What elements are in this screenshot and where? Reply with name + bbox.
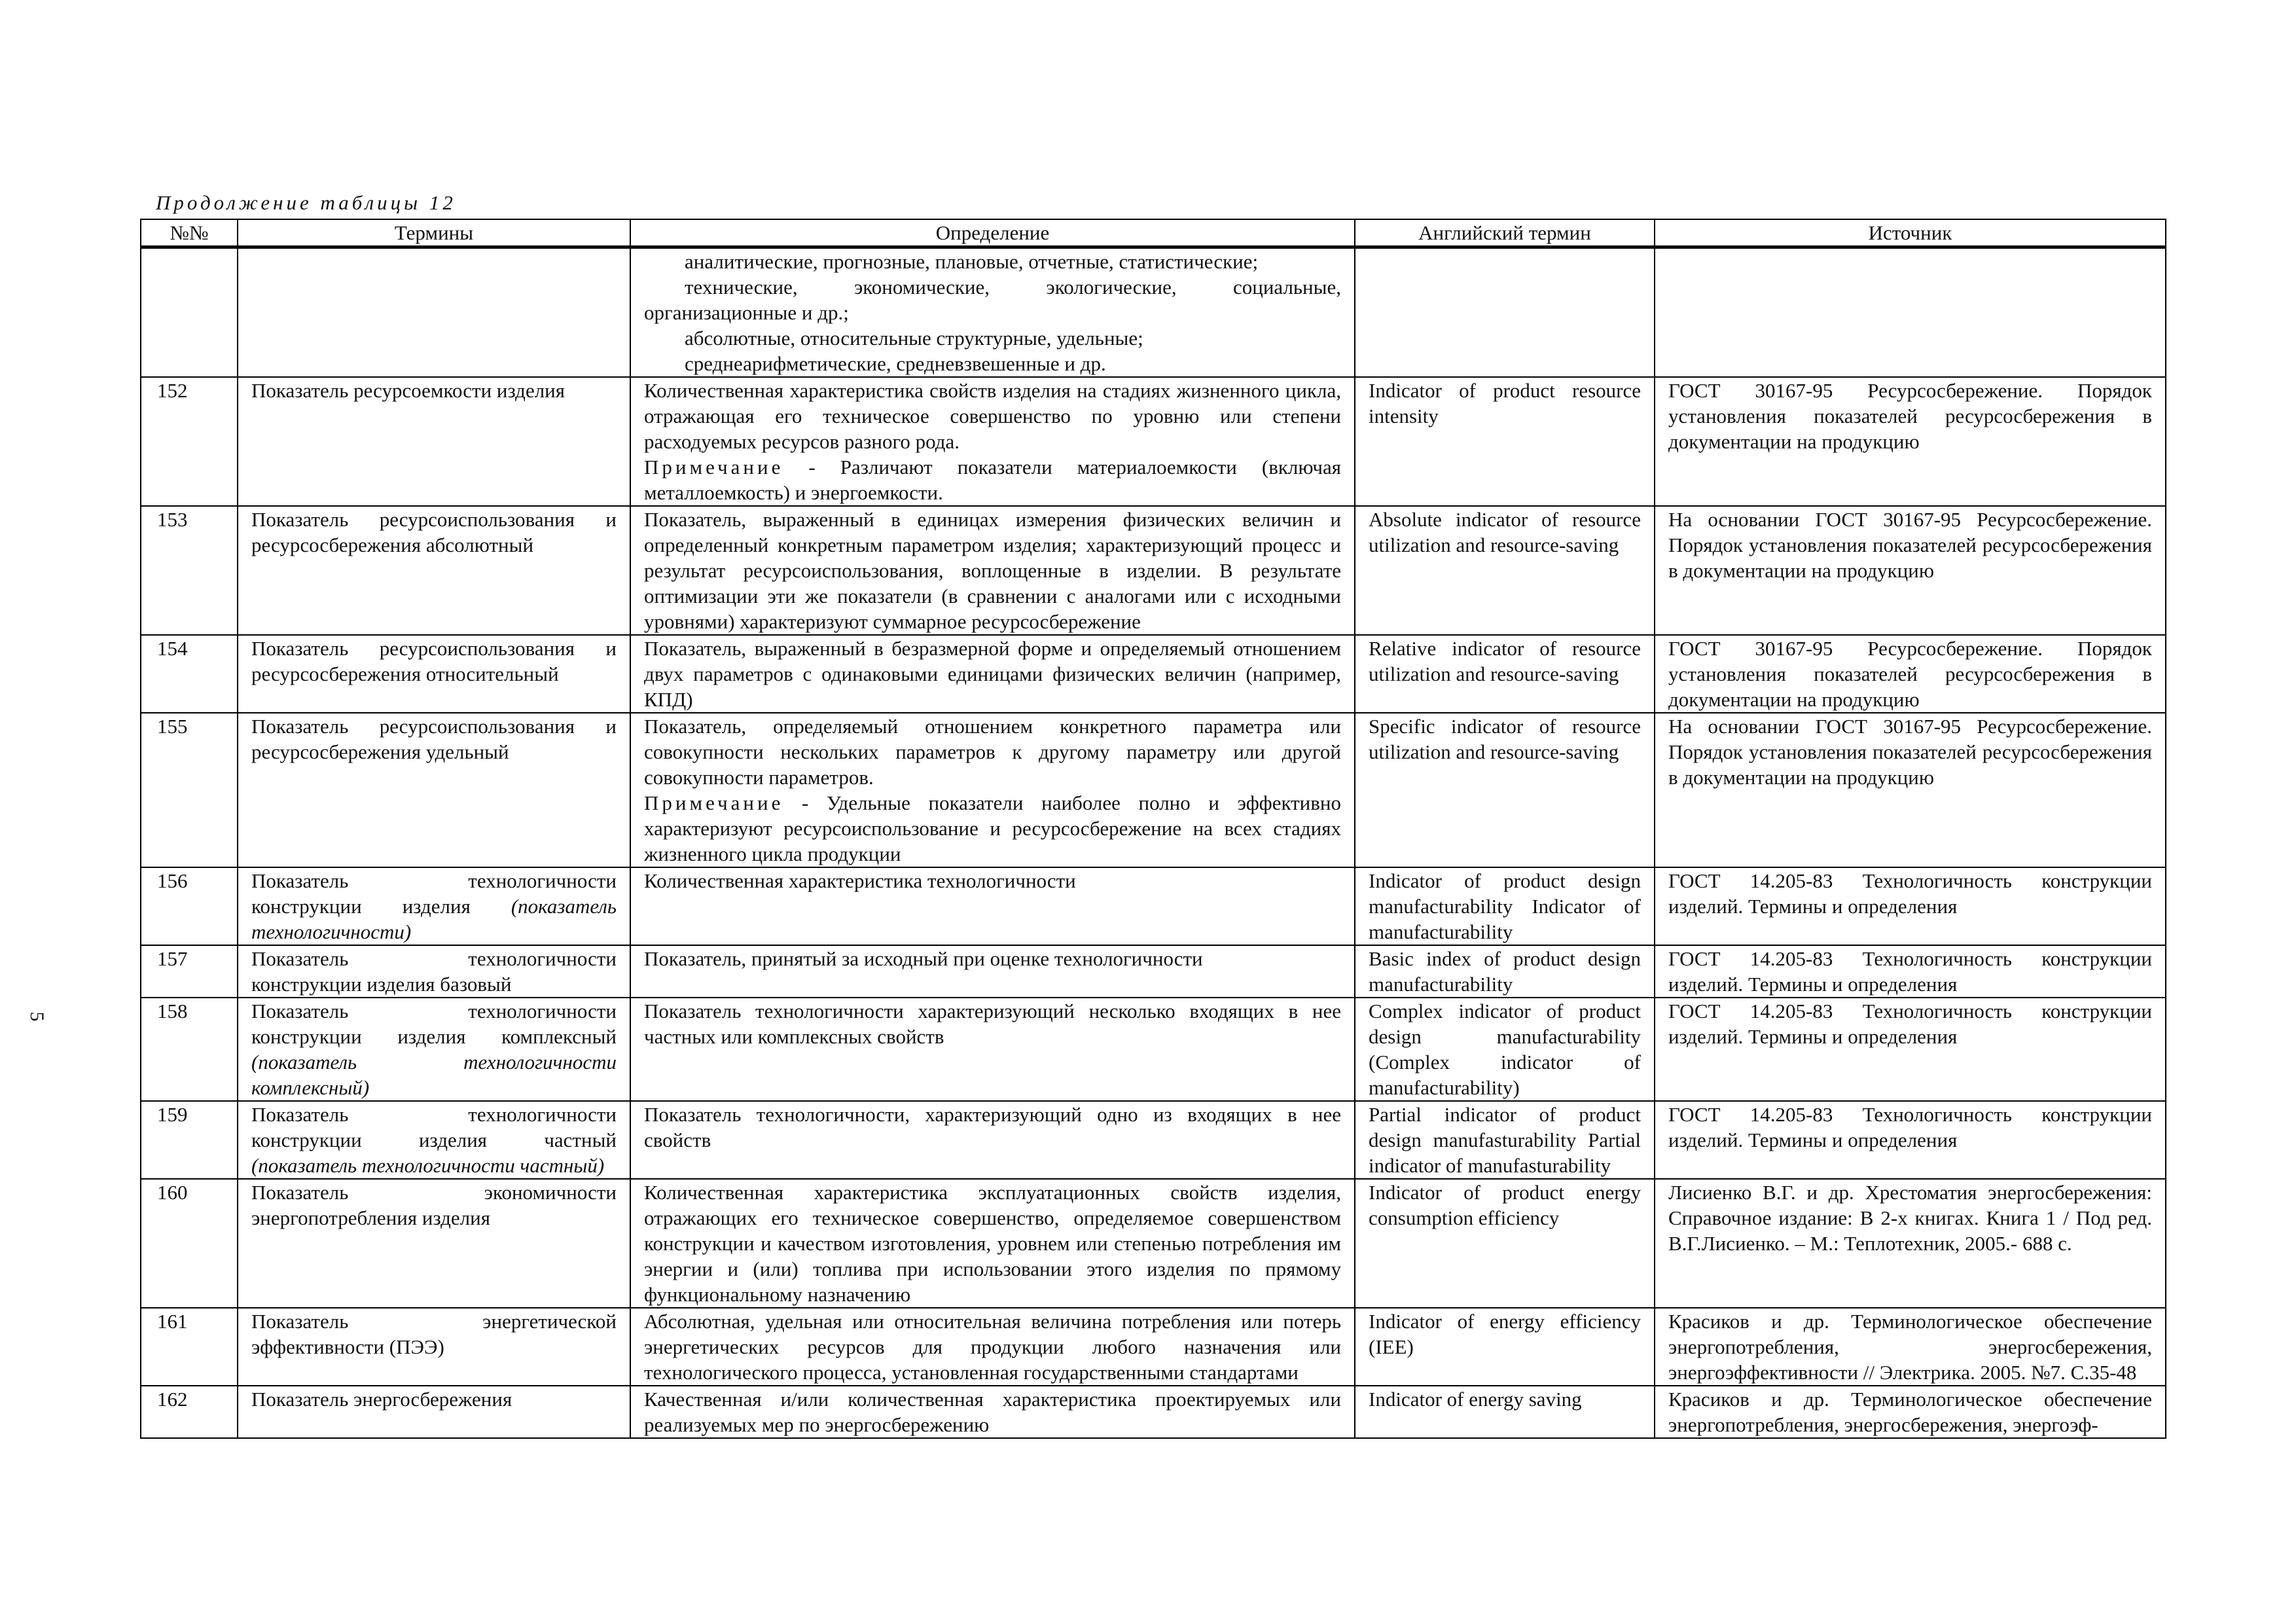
cell-num: 159 <box>141 1101 238 1179</box>
header-english: Английский термин <box>1355 219 1655 247</box>
cell-english: Absolute indicator of resource utilization and resource-saving <box>1355 506 1655 635</box>
note-label: Примечание <box>644 791 784 814</box>
cell-definition: Количественная характеристика технологичности <box>630 867 1355 945</box>
cell-term <box>238 1101 630 1179</box>
cell-term: Показатель ресурсоиспользования и ресурсосбережения удельный <box>238 713 630 867</box>
cell-num: 162 <box>141 1386 238 1438</box>
cell-num: 158 <box>141 998 238 1101</box>
header-num: №№ <box>141 219 238 247</box>
cell-english: Specific indicator of resource utilization and resource-saving <box>1355 713 1655 867</box>
cell-definition: Показатель, выраженный в единицах измерения физических величин и определенный конкретным параметром изделия; характеризующий процесс и результат ресурсоиспользования, воплощенные в изделии. В результате оптимизации эти же показатели (в сравнении с аналогами или с исходными уровнями) характеризуют суммарное ресурсосбережение <box>630 506 1355 635</box>
cell-english: Indicator of product energy consumption efficiency <box>1355 1179 1655 1308</box>
table-header-row <box>141 219 2166 247</box>
list-item: абсолютные, относительные структурные, удельные; <box>685 327 1143 350</box>
cell-source: Лисиенко В.Г. и др. Хрестоматия энергосбережения: Справочное издание: В 2-х книгах. Книга 1 / Под ред. В.Г.Лисиенко. – М.: Теплотехник, 2005.- 688 с. <box>1655 1179 2166 1308</box>
table-row-152 <box>141 377 2166 506</box>
header-source: Источник <box>1655 219 2166 247</box>
note-paragraph <box>644 790 1341 867</box>
cell-english: Indicator of product design manufacturability Indicator of manufacturability <box>1355 867 1655 945</box>
table-row-158 <box>141 998 2166 1101</box>
cell-definition <box>630 377 1355 506</box>
term-text: Показатель технологичности конструкции изделия <box>251 869 617 918</box>
cell-source: ГОСТ 30167-95 Ресурсосбережение. Порядок установления показателей ресурсосбережения в документации на продукцию <box>1655 377 2166 506</box>
cell-term: Показатель энергосбережения <box>238 1386 630 1438</box>
cell-definition <box>630 247 1355 378</box>
cell-source: Красиков и др. Терминологическое обеспечение энергопотребления, энергосбережения, энергоэф- <box>1655 1386 2166 1438</box>
term-text: Показатель технологичности конструкции изделия частный <box>251 1103 617 1151</box>
cell-term <box>238 867 630 945</box>
list-item: среднеарифметические, средневзвешенные и др. <box>685 352 1106 375</box>
cell-source: ГОСТ 14.205-83 Технологичность конструкции изделий. Термины и определения <box>1655 867 2166 945</box>
table-row-160 <box>141 1179 2166 1308</box>
cell-english: Partial indicator of product design manufasturability Partial indicator of manufasturability <box>1355 1101 1655 1179</box>
terms-table <box>140 219 2166 1439</box>
term-alias: (показатель технологичности частный) <box>251 1154 605 1177</box>
cell-definition: Показатель технологичности, характеризующий одно из входящих в нее свойств <box>630 1101 1355 1179</box>
cell-english: Indicator of energy saving <box>1355 1386 1655 1438</box>
table-row-153 <box>141 506 2166 635</box>
cell-term: Показатель ресурсоемкости изделия <box>238 377 630 506</box>
cell-source <box>1655 247 2166 378</box>
note-paragraph <box>644 454 1341 505</box>
table-row-159 <box>141 1101 2166 1179</box>
cell-num: 157 <box>141 945 238 998</box>
cell-english: Complex indicator of product design manufacturability (Complex indicator of manufacturability) <box>1355 998 1655 1101</box>
table-row-155 <box>141 713 2166 867</box>
note-text: - Удельные показатели наиболее полно и эффективно характеризуют ресурсоиспользование и ресурсосбережение на всех стадиях жизненного цикла продукции <box>644 791 1341 865</box>
table-row-156 <box>141 867 2166 945</box>
term-text: Показатель технологичности конструкции изделия комплексный <box>251 1000 617 1048</box>
cell-source: ГОСТ 14.205-83 Технологичность конструкции изделий. Термины и определения <box>1655 998 2166 1101</box>
cell-num <box>141 247 238 378</box>
cell-term <box>238 998 630 1101</box>
table-row-161 <box>141 1308 2166 1386</box>
table-row-162 <box>141 1386 2166 1438</box>
cell-term: Показатель ресурсоиспользования и ресурсосбережения относительный <box>238 635 630 713</box>
cell-term: Показатель экономичности энергопотребления изделия <box>238 1179 630 1308</box>
cell-source: ГОСТ 14.205-83 Технологичность конструкции изделий. Термины и определения <box>1655 1101 2166 1179</box>
cell-num: 160 <box>141 1179 238 1308</box>
cell-definition: Показатель технологичности характеризующий несколько входящих в нее частных или комплексных свойств <box>630 998 1355 1101</box>
cell-english: Indicator of energy efficiency (IEE) <box>1355 1308 1655 1386</box>
page-number: 5 <box>26 1011 48 1022</box>
cell-num: 156 <box>141 867 238 945</box>
cell-num: 161 <box>141 1308 238 1386</box>
note-label: Примечание <box>644 456 784 478</box>
cell-num: 152 <box>141 377 238 506</box>
table-row-157 <box>141 945 2166 998</box>
note-text: - Различают показатели материалоемкости (включая металлоемкость) и энергоемкости. <box>644 456 1341 504</box>
cell-definition: Количественная характеристика эксплуатационных свойств изделия, отражающих его техническое совершенство, определяемое совершенством конструкции и качеством изготовления, уровнем или степенью потребления им энергии и (или) топлива при использовании этого изделия по прямому функциональному назначению <box>630 1179 1355 1308</box>
cell-term <box>238 247 630 378</box>
cell-num: 155 <box>141 713 238 867</box>
header-definition: Определение <box>630 219 1355 247</box>
cell-english: Indicator of product resource intensity <box>1355 377 1655 506</box>
cell-term: Показатель ресурсоиспользования и ресурсосбережения абсолютный <box>238 506 630 635</box>
header-term: Термины <box>238 219 630 247</box>
definition-text: Количественная характеристика свойств изделия на стадиях жизненного цикла, отражающая его техническое совершенство по уровню или степени расходуемых ресурсов разного рода. <box>644 379 1341 453</box>
cell-source: ГОСТ 30167-95 Ресурсосбережение. Порядок установления показателей ресурсосбережения в документации на продукцию <box>1655 635 2166 713</box>
definition-text: Показатель, определяемый отношением конкретного параметра или совокупности нескольких параметров к другому параметру или другой совокупности параметров. <box>644 715 1341 789</box>
table-row-continuation <box>141 247 2166 378</box>
cell-term: Показатель энергетической эффективности (ПЭЭ) <box>238 1308 630 1386</box>
cell-source: На основании ГОСТ 30167-95 Ресурсосбережение. Порядок установления показателей ресурсосбережения в документации на продукцию <box>1655 713 2166 867</box>
cell-source: На основании ГОСТ 30167-95 Ресурсосбережение. Порядок установления показателей ресурсосбережения в документации на продукцию <box>1655 506 2166 635</box>
cell-source: Красиков и др. Терминологическое обеспечение энергопотребления, энергосбережения, энергоэффективности // Электрика. 2005. №7. С.35-48 <box>1655 1308 2166 1386</box>
cell-definition: Качественная и/или количественная характеристика проектируемых или реализуемых мер по энергосбережению <box>630 1386 1355 1438</box>
cell-english <box>1355 247 1655 378</box>
list-item: аналитические, прогнозные, плановые, отчетные, статистические; <box>685 250 1259 273</box>
cell-num: 154 <box>141 635 238 713</box>
cell-definition: Абсолютная, удельная или относительная величина потребления или потерь энергетических ресурсов для продукции любого назначения или технологического процесса, установленная государственными стандартами <box>630 1308 1355 1386</box>
cell-definition: Показатель, принятый за исходный при оценке технологичности <box>630 945 1355 998</box>
list-item: технические, экономические, экологические, социальные, организационные и др.; <box>644 276 1341 324</box>
cell-english: Basic index of product design manufacturability <box>1355 945 1655 998</box>
term-alias: (показатель технологичности комплексный) <box>251 1051 617 1099</box>
cell-term: Показатель технологичности конструкции изделия базовый <box>238 945 630 998</box>
table-row-154 <box>141 635 2166 713</box>
cell-source: ГОСТ 14.205-83 Технологичность конструкции изделий. Термины и определения <box>1655 945 2166 998</box>
term-alias: (показатель технологичности) <box>251 895 617 943</box>
cell-num: 153 <box>141 506 238 635</box>
cell-english: Relative indicator of resource utilization and resource-saving <box>1355 635 1655 713</box>
cell-definition <box>630 713 1355 867</box>
cell-definition: Показатель, выраженный в безразмерной форме и определяемый отношением двух параметров с одинаковыми единицами физических величин (например, КПД) <box>630 635 1355 713</box>
table-caption: Продолжение таблицы 12 <box>156 191 456 214</box>
